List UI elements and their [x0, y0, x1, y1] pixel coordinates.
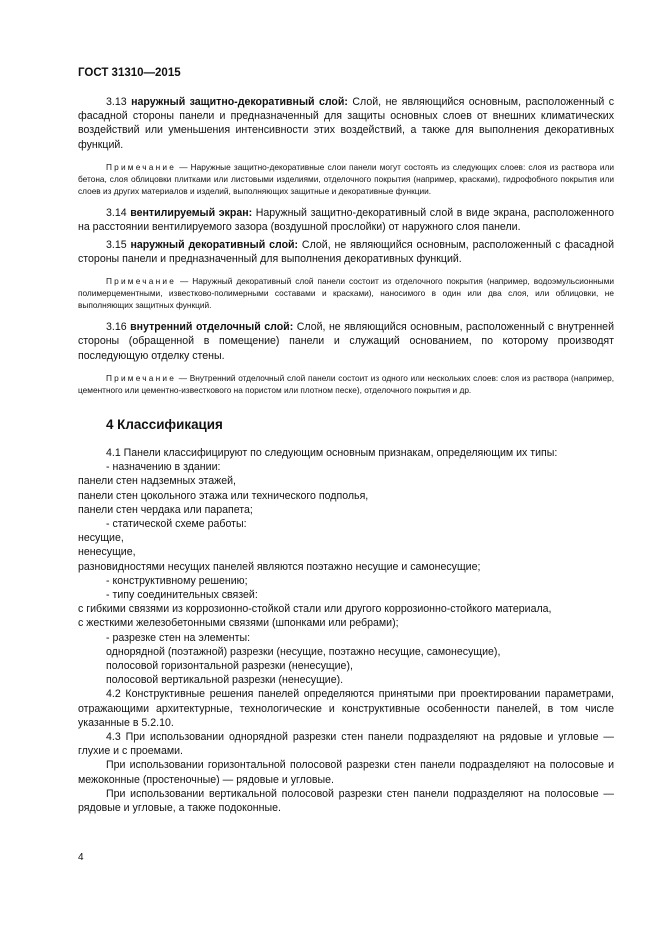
list-item: - разрезке стен на элементы:	[106, 631, 251, 644]
clause-number: 3.16	[106, 321, 127, 334]
note-3-13	[78, 161, 614, 197]
note-label: Примечание	[106, 275, 177, 286]
list-item: - назначению в здании:	[106, 461, 221, 474]
note-label: Примечание	[106, 372, 177, 383]
list-item: - конструктивному решению;	[106, 574, 248, 587]
clause-4-3: 4.3 При использовании однорядной разрезки стен панели подразделяют на рядовые и угловые — глухие и с проемами.	[78, 731, 614, 758]
list-item: разновидностями несущих панелей являются поэтажно несущие и самонесущие;	[78, 560, 481, 573]
list-item: с жесткими железобетонными связями (шпонками или ребрами);	[78, 617, 399, 630]
term: внутренний отделочный слой:	[130, 321, 294, 334]
note-label: Примечание	[106, 161, 177, 172]
note-3-16	[78, 372, 614, 396]
clause-number: 3.15	[106, 238, 127, 251]
note-text: — Наружный декоративный слой панели состоит из отделочного покрытия (например, водоэмульсионными полимерцементными, известково-полимерными составами и красками), наносимого в один или два слоя, или облицовки, не выполняющих защитных функций.	[78, 275, 614, 311]
list-item: полосовой вертикальной разрезки (ненесущие).	[106, 674, 344, 687]
clause-number: 3.13	[106, 96, 127, 108]
clause-3-13	[78, 95, 614, 152]
note-text: — Внутренний отделочный слой панели состоит из одного или нескольких слоев: слоя из раствора (например, цементного или цементно-известкового на пористом или плотном песке), отделочного покрытия и др.	[78, 372, 614, 395]
clause-3-16	[78, 320, 614, 363]
definition: Наружный защитно-декоративный слой в виде экрана, расположенного на расстоянии вентилируемого зазора (воздушной прослойки) от наружного слоя панели.	[78, 207, 614, 234]
term: вентилируемый экран:	[130, 207, 253, 220]
note-text: — Наружные защитно-декоративные слои панели могут состоять из следующих слоев: слоя из раствора или бетона, слоя облицовки плитками или листовыми изделиями, отделочного покрытия (например, красками), гидрофобного покрытия или слоев из других материалов и изделий, выполняющих защитные и декоративные функции.	[78, 161, 614, 196]
definition: Слой, не являющийся основным, расположенный с фасадной стороны панели и предназначенный для защиты основных слоев от внешних климатических воздействий или уменьшения интенсивности этих воздействий, а также для выполнения декоративных функций.	[78, 96, 614, 151]
list-item: - статической схеме работы:	[106, 518, 247, 530]
list-item: панели стен цокольного этажа или технического подполья,	[78, 489, 369, 502]
list-item: с гибкими связями из коррозионно-стойкой стали или другого коррозионно-стойкого материала,	[78, 603, 552, 616]
list-item: полосовой горизонтальной разрезки (ненесущие),	[106, 660, 353, 673]
list-item: однорядной (поэтажной) разрезки (несущие, поэтажно несущие, самонесущие),	[106, 645, 501, 658]
list-item: - типу соединительных связей:	[106, 589, 258, 602]
clause-number: 3.14	[106, 207, 127, 220]
list-item: панели стен надземных этажей,	[78, 475, 236, 488]
term: наружный декоративный слой:	[130, 238, 299, 251]
note-3-15	[78, 275, 614, 311]
page-number: 4	[78, 852, 84, 863]
definition: Слой, не являющийся основным, расположенный с внутренней стороны (обращенной в помещение) панели и служащий основанием, по которому производят последующую отделку стены.	[78, 321, 614, 362]
clause-3-15	[78, 238, 614, 266]
section-heading: 4 Классификация	[106, 416, 223, 432]
clause-3-14	[78, 206, 614, 234]
clause-4-3-vertical: При использовании вертикальной полосовой разрезки стен панели подразделяют на полосовые — рядовые и угловые, а также подоконные.	[78, 787, 614, 815]
page-content	[78, 95, 614, 815]
list-item: несущие,	[78, 532, 124, 545]
term: наружный защитно-декоративный слой:	[131, 96, 348, 108]
list-item: панели стен чердака или парапета;	[78, 503, 253, 516]
definition: Слой, не являющийся основным, расположенный с фасадной стороны панели и предназначенный для выполнения декоративных функций.	[78, 238, 614, 265]
clause-4-3-horizontal: При использовании горизонтальной полосовой разрезки стен панели подразделяют на полосовые и межоконные (простеночные) — рядовые и угловые.	[78, 759, 614, 786]
clause-4-2: 4.2 Конструктивные решения панелей определяются принятыми при проектировании параметрами, отражающими архитектурные, технологические и конструктивные особенности панелей, в том числе указанные в 5.2.10.	[78, 688, 614, 729]
list-item: ненесущие,	[78, 546, 136, 559]
clause-4-1: 4.1 Панели классифицируют по следующим основным признакам, определяющим их типы:	[106, 446, 558, 459]
page-header-title: ГОСТ 31310—2015	[78, 67, 181, 79]
